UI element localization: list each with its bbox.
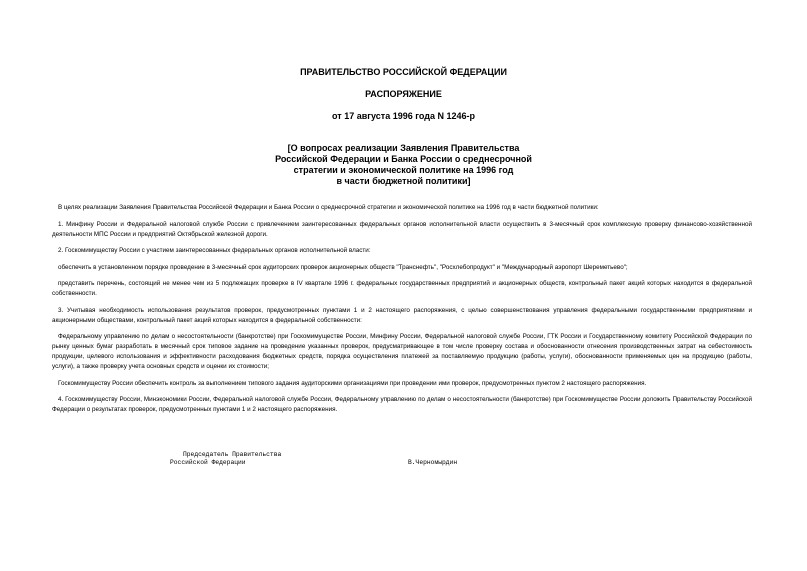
paragraph-text: представить перечень, состоящий не менее чем из 5 подлежащих проверке в IV квартале 1996 г. федеральных государственных предприятий и акционерных обществ, контрольный пакет акций которых находится в федеральной собственности. [52,280,752,297]
paragraph-item-4 [52,395,752,415]
paragraph-text: 4. Госкомимуществу России, Минэкономики России, Федеральной налоговой службе России, Федеральному управлению по делам о несостоятельности (банкротстве) при Госкомимуществе России доложить Правительству Российской Федерации о результатах проверок, предусмотренных пунктами 1 и 2 настоящего распоряжения. [52,396,752,413]
document-body [52,203,752,415]
paragraph-text: 3. Учитывая необходимость использования результатов проверок, предусмотренных пунктами 1 и 2 настоящего распоряжения, с целью совершенствования управления федеральными государственными предприятиями и акционерными обществами, контрольный пакет акций которых находится в федеральной собственности: [52,306,752,324]
paragraph-text: Госкомимуществу России обеспечить контроль за выполнением типового задания аудиторскими организациями при проведении ими проверок, предусмотренных пунктом 2 настоящего распоряжения. [58,379,647,387]
paragraph-text: 2. Госкомимуществу России с участием заинтересованных федеральных органов исполнительной власти: [58,247,371,254]
paragraph-text: 1. Минфину России и Федеральной налоговой службе России с привлечением заинтересованных федеральных органов исполнительной власти осуществить в 3-месячный срок комплексную проверку финансово-хозяйственной деятельности МПС России и предприятий Октябрьской железной дороги. [52,220,752,238]
signature-position-line2: Российской Федерации [170,459,246,466]
signature-name: В.Черномырдин [408,459,458,466]
paragraph-item-3 [52,306,752,326]
document-title [0,143,807,187]
paragraph-item-2-sub-b [52,279,752,299]
paragraph-item-3-sub-a [52,332,752,372]
paragraph-item-3-sub-b [52,379,752,389]
title-line: [О вопросах реализации Заявления Правительства [287,143,520,153]
signature-position-line1: Председатель Правительства [183,451,282,458]
paragraph-preamble [52,203,752,213]
title-line: стратегии и экономической политике на 1996 год [293,165,514,175]
paragraph-item-1 [52,220,752,240]
document-type-heading: РАСПОРЯЖЕНИЕ [365,89,442,99]
title-line: Российской Федерации и Банка России о среднесрочной [275,154,532,164]
government-heading: ПРАВИТЕЛЬСТВО РОССИЙСКОЙ ФЕДЕРАЦИИ [300,67,507,77]
paragraph-text: В целях реализации Заявления Правительства Российской Федерации и Банка России о среднесрочной стратегии и экономической политике на 1996 год в части бюджетной политики: [58,204,599,211]
paragraph-item-2 [52,246,752,256]
paragraph-item-2-sub-a [52,263,752,273]
document-date-number: от 17 августа 1996 года N 1246-р [332,111,475,121]
paragraph-text: обеспечить в установленном порядке проведение в 3-месячный срок аудиторских проверок акционерных обществ "Транснефть", "Росхлебопродукт" и "Международный аэропорт Шереметьево"; [58,263,628,271]
paragraph-text: Федеральному управлению по делам о несостоятельности (банкротстве) при Госкомимуществе России, Минфину России, Федеральной налоговой службе России, ГТК России и Государственному комитету Российской Федерации по рынку ценных бумаг разработать в месячный срок типовое задание на проведение указанных проверок, предусматривающее в том числе проверку состава и обоснованности отнесения производственных затрат на себестоимость продукции, целевого использования и эффективности расходования бюджетных средств, порядка осуществления платежей за поставляемую продукцию (работы, услуги), обоснованности применяемых цен на продукцию (работы, услуги), а также проверку учета основных средств и оценки их стоимости; [52,333,752,370]
title-line: в части бюджетной политики] [336,176,471,186]
